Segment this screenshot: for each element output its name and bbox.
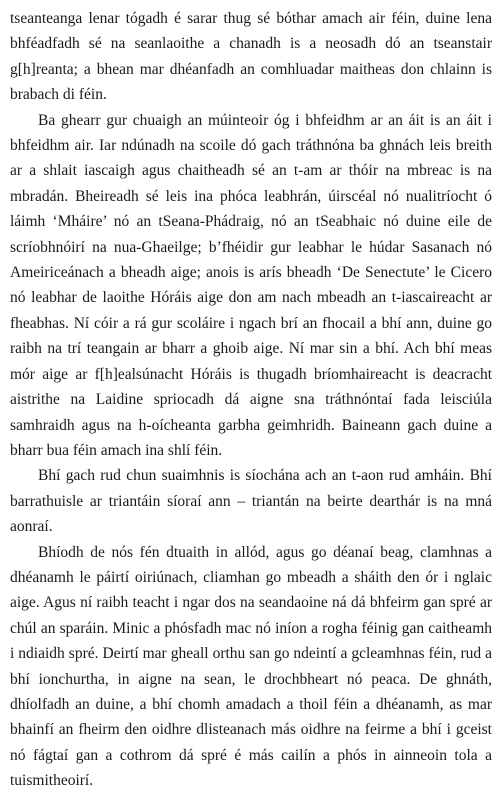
paragraph-2: Ba ghearr gur chuaigh an múinteoir óg i bhfeidhm ar an áit is an áit i bhfeidhm air. Iar ndúnadh na scoile dó gach tráthnóna ba ghnách leis breith ar a shlait iascaigh agus chaitheadh sé an t-am ar thóir na mbreac is na mbradán. Bheireadh sé leis ina phóca leabhrán, úirscéal nó nualitríocht ó láimh ‘Mháire’ nó an tSeana-Phádraig, nó an tSeabhaic nó duine eile de scríobhnóirí na nua-Ghaeilge; b’fhéidir gur leabhar le húdar Sasanach nó Ameiriceánach a bheadh aige; anois is arís bheadh ‘De Senectute’ le Cicero nó leabhar de laoithe Hóráis aige don am nach mbeadh an t-iascaireacht ar fheabhas. Ní cóir a rá gur scoláire i ngach brí an fhocail a bhí ann, duine go raibh na trí teangain ar bharr a ghoib aige. Ní mar sin a bhí. Ach bhí meas mór aige ar f[h]ealsúnacht Hóráis is thugadh bríomhaireacht is deacracht aistrithe na Laidine spriocadh dá aigne sna tráthnóntaí fada leisciúla samhraidh agus na h-oícheanta garbha geimhridh. Baineann gach duine a bharr bua féin amach ina shlí féin. [10, 111, 492, 459]
paragraph-1: tseanteanga lenar tógadh é sarar thug sé bóthar amach air féin, duine lena bhféadfadh sé na seanlaoithe a chanadh is a neosadh dó an tseanstair g[h]reanta; a bhean mar dhéanfadh an comhluadar maitheas don chlainn is brabach di féin. [10, 10, 492, 104]
paragraph-4: Bhíodh de nós fén dtuaith in allód, agus go déanaí beag, clamhnas a dhéanamh le páirtí oiriúnach, cliamhan go mbeadh a sháith den ór i nglaic aige. Agus ní raibh teacht i ngar dos na seandaoine ná dá bhfeirm gan spré ar chúl an sparáin. Minic a phósfadh mac nó iníon a rogha féinig gan caitheamh i ndiaidh spré. Deirtí mar gheall orthu san go ndeintí a gcleamhnas féin, rud a bhí ionchurtha, in aigne na sean, le drochbheart nó peaca. De ghnáth, dhíolfadh an duine, a bhí chomh amadach a thoil féin a dhéanamh, as mar bhainfí an fheirm den oidhre dlisteanach más oidhre na feirme a bhí i gceist nó fágtaí gan a cothrom dá spré é más cailín a phós in ainneoin tola a tuismitheoirí. [10, 543, 492, 790]
paragraph-3: Bhí gach rud chun suaimhnis is síochána ach an t-aon rud amháin. Bhí barrathuisle ar triantáin síoraí ann – triantán na beirte dearthár is na mná aonraí. [10, 467, 492, 536]
